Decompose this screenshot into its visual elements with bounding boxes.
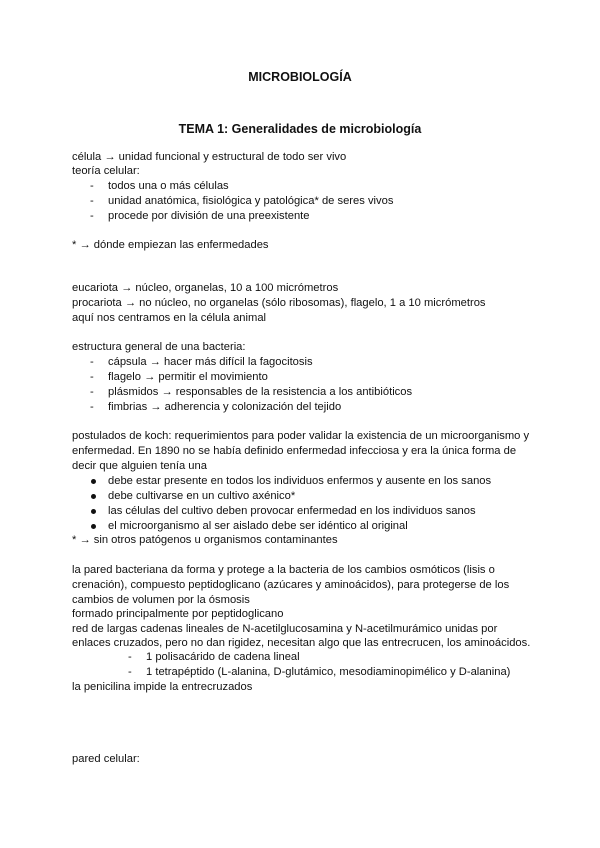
list-item: las células del cultivo deben provocar enfermedad en los individuos sanos xyxy=(108,505,476,517)
dash-marker: - xyxy=(90,210,94,222)
wall-paragraph-line: cambios de volumen por la ósmosis xyxy=(72,594,250,606)
bullet-icon xyxy=(91,524,96,529)
wall-paragraph-line: la pared bacteriana da forma y protege a la bacteria de los cambios osmóticos (lisis o xyxy=(72,564,495,576)
dash-marker: - xyxy=(128,666,132,678)
dash-marker: - xyxy=(90,401,94,413)
bullet-icon xyxy=(91,509,96,514)
list-item: todos una o más células xyxy=(108,180,229,192)
list-item: el microorganismo al ser aislado debe ser idéntico al original xyxy=(108,520,408,532)
prokaryote-line: procariota → no núcleo, no organelas (sólo ribosomas), flagelo, 1 a 10 micrómetros xyxy=(72,297,486,309)
dash-marker: - xyxy=(90,356,94,368)
document-title: MICROBIOLOGÍA xyxy=(248,70,352,84)
koch-paragraph-line: postulados de koch: requerimientos para poder validar la existencia de un microorganismo y xyxy=(72,430,530,442)
footnote: * → sin otros patógenos u organismos contaminantes xyxy=(72,534,338,546)
eukaryote-line: eucariota → núcleo, organelas, 10 a 100 micrómetros xyxy=(72,282,339,294)
list-item: cápsula → hacer más difícil la fagocitosis xyxy=(108,356,313,368)
section-heading: pared celular: xyxy=(72,753,140,765)
list-item: plásmidos → responsables de la resistencia a los antibióticos xyxy=(108,386,413,398)
list-item: unidad anatómica, fisiológica y patológica* de seres vivos xyxy=(108,195,394,207)
document-subtitle: TEMA 1: Generalidades de microbiología xyxy=(178,122,422,136)
list-item: 1 tetrapéptido (L-alanina, D-glutámico, mesodiaminopimélico y D-alanina) xyxy=(146,666,511,678)
bacteria-heading: estructura general de una bacteria: xyxy=(72,341,246,353)
wall-paragraph-line: red de largas cadenas lineales de N-acetilglucosamina y N-acetilmurámico unidas por xyxy=(72,623,498,635)
wall-paragraph-line: formado principalmente por peptidoglicano xyxy=(72,608,284,620)
dash-marker: - xyxy=(90,195,94,207)
dash-marker: - xyxy=(90,371,94,383)
cell-theory-heading: teoría celular: xyxy=(72,165,140,177)
list-item: 1 polisacárido de cadena lineal xyxy=(146,651,300,663)
bullet-icon xyxy=(91,479,96,484)
list-item: debe estar presente en todos los individuos enfermos y ausente en los sanos xyxy=(108,475,492,487)
koch-paragraph-line: enfermedad. En 1890 no se había definido enfermedad infecciosa y era la única forma de xyxy=(72,445,517,457)
list-item: debe cultivarse en un cultivo axénico* xyxy=(108,490,296,502)
footnote: * → dónde empiezan las enfermedades xyxy=(72,239,269,251)
wall-paragraph-line: crenación), compuesto peptidoglicano (azúcares y aminoácidos), para protegerse de los xyxy=(72,579,510,591)
list-item: procede por división de una preexistente xyxy=(108,210,310,222)
bullet-icon xyxy=(91,494,96,499)
dash-marker: - xyxy=(90,180,94,192)
dash-marker: - xyxy=(128,651,132,663)
penicillin-line: la penicilina impide la entrecruzados xyxy=(72,681,253,693)
koch-paragraph-line: decir que alguien tenía una xyxy=(72,460,207,472)
focus-line: aquí nos centramos en la célula animal xyxy=(72,312,267,324)
cell-definition: célula → unidad funcional y estructural de todo ser vivo xyxy=(72,151,347,163)
dash-marker: - xyxy=(90,386,94,398)
list-item: fimbrias → adherencia y colonización del tejido xyxy=(108,401,342,413)
list-item: flagelo → permitir el movimiento xyxy=(108,371,268,383)
wall-paragraph-line: enlaces cruzados, pero no dan rigidez, necesitan algo que las entrecrucen, los aminoácidos. xyxy=(72,637,531,649)
